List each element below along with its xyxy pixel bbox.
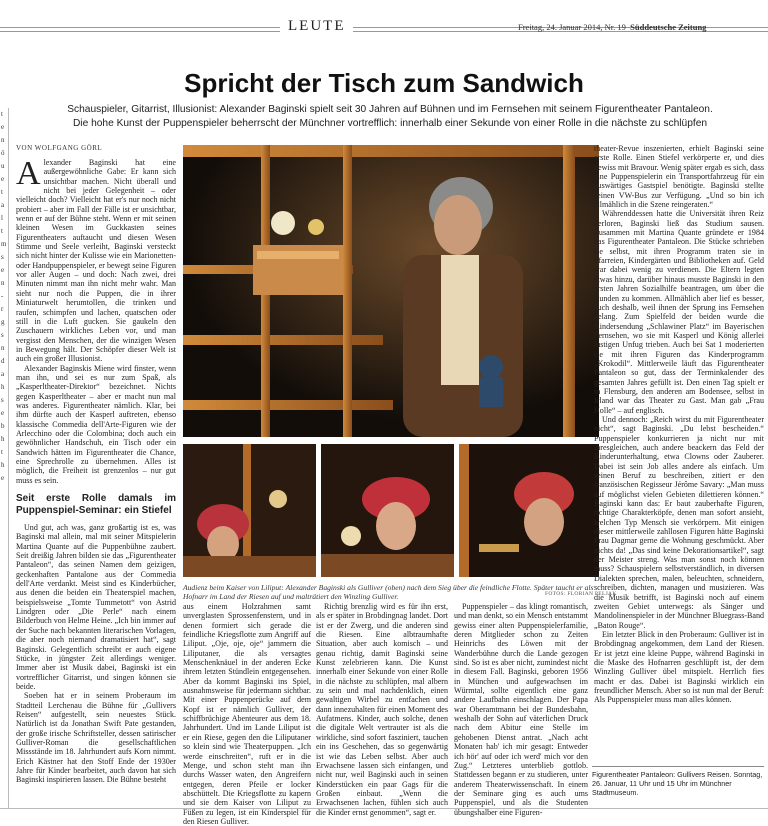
- dropcap: A: [16, 155, 41, 192]
- edge-letter: s: [1, 396, 4, 404]
- paragraph-text: lexander Baginski hat eine außergewöhnliche Gabe: Er kann sich unsichtbar machen. Nicht überall und nicht bei jeder Gelegenheit – oder vielleicht doch? Vielleicht hat er's nur noch nicht probiert – aber im Fall der Fälle ist er unsichtbar, wenn er auf der Bühne steht. Wenn er mit seinen kleinen Wesen im Guckkasten seines Figurentheaters auftaucht und diesen Wesen Stimme und Seele verleiht, Baginski versteckt sich nicht hinter der Kulisse wie ein Marionetten- oder Handpuppenspieler, er bewegt seine Figuren vor aller Augen – und doch: Nach zwei, drei Minuten nimmt man ihn nicht mehr wahr. Man sieht nur noch die Puppen, die in ihrer Miniaturwelt herumtollen, die trinken und raufen, schimpfen und lachen, quatschen oder still in die Luft gucken. Sie gaukeln den Zuschauern wirkliches Leben vor, und man vergisst den Menschen, der die winzigen Wesen in Bewegung hält. Der Schöpfer dieser Welt ist auch ein großer Illusionist.: [16, 158, 176, 364]
- main-photo: [183, 145, 599, 437]
- article-column-3: [316, 602, 448, 817]
- paragraph: theater-Revue inszenierten, erhielt Baginski seine erste Rolle. Einen Stiefel verkörperte er, und dies gewiss mit Bravour. Wenig später ergab es sich, dass eine Puppenspielerin ein Transportfahrzeug für ein auswärtiges Gastspiel benötigte. Baginski stellte seinen VW-Bus zur Verfügung. „Und so bin ich allmählich in die Szene reingeraten.“: [594, 144, 764, 210]
- paragraph: Richtig brenzlig wird es für ihn erst, als er später in Brobdingnag landet. Dort ist er der Zwerg, und die anderen sind die Riesen. Eine albtraumhafte Situation, aber auch komisch – und genau richtig, damit Baginski seine Kunst zelebrieren kann. Die Kunst innerhalb einer Sekunde von einer Rolle in die nächste zu schlüpfen, mal albern zu sein und mal nachdenklich, einen gewaltigen Wirbel zu entfachen und dann innezuhalten für einen Moment des Aufatmens. Kinder, auch solche, denen die digitale Welt vertrauter ist als die wirkliche, sind sofort fasziniert, tauchen ein ins Geschehen, das so gegenwärtig ist wie das Leben selbst. Aber auch Erwachsene lassen sich einfangen, und nicht nur, weil Baginski auch in seinen Kinderstücken ein paar Gags für die Großen einbaut. „Wenn die Erwachsenen lachen, fühlen sich auch die Kinder ernst genommen“, sagt er.: [316, 602, 448, 817]
- date-issue: Freitag, 24. Januar 2014, Nr. 19: [518, 22, 626, 32]
- edge-letter: g: [1, 318, 5, 326]
- photo-caption: Audienz beim Kaiser von Liliput: Alexander Baginski als Gulliver (oben) nach dem Sieg über die feindliche Flotte. Später taucht er als Hofnarr im Land der Riesen auf und malträtiert den Winzling Gulliver.: [183, 583, 594, 601]
- subtitle-line-1: Schauspieler, Gitarrist, Illusionist: Alexander Baginski spielt seit 30 Jahren auf Bühnen und im Fernsehen mit seinem Figurentheater Pantaleon.: [67, 104, 713, 115]
- photo-credit: FOTOS: FLORIAN PELJAK: [545, 591, 617, 597]
- photo-gulliver-stage: [183, 145, 599, 437]
- edge-letter: b: [1, 422, 5, 430]
- edge-letter: h: [1, 461, 5, 469]
- edge-letter: -: [1, 292, 4, 300]
- edge-letter: e: [1, 409, 5, 417]
- edge-letter: s: [1, 331, 4, 339]
- photo-hofnarr-1: [183, 444, 316, 577]
- section-label: LEUTE: [280, 18, 353, 35]
- edge-letter: t: [1, 188, 3, 196]
- paragraph: Alexander Baginskis Miene wird finster, wenn man ihn, und sei es nur zum Spaß, als „Kasperltheater-Direktor“ bezeichnet. Nichts gegen Kasperltheater – aber er macht nun mal was anderes. Figurentheater nämlich. Klar, bei ihm dürfte auch der Kasperl auftreten, ebenso klassische Commedia dell'Arte-Figuren wie der Arlecchino oder die Colombina; doch auch ein gewöhnlicher Handschuh, ein Tisch oder ein Sandwich hätten im Figurentheater die Chance, eine Sprechrolle zu übernehmen. Alles ist möglich, die Freiheit ist grenzenlos – nur gut muss es sein.: [16, 363, 176, 485]
- subhead: Seit erste Rolle damals im Puppenspiel-Seminar: ein Stiefel: [16, 493, 176, 517]
- edge-letter: h: [1, 383, 5, 391]
- author-byline: VON WOLFGANG GÖRL: [16, 144, 103, 152]
- paragraph: Und dennoch: „Reich wirst du mit Figurentheater nicht“, sagt Baginski. „Du lebst bescheiden.“ Puppenspieler konkurrieren ja nicht nur mit ihresgleichen, auch andere beackern das Feld der Kinderunterhaltung, etwa Clowns oder Zauberer. Dabei ist sein Job alles andere als einfach. Um seinen Beruf zu beschreiben, zitiert er den französischen Regisseur Jérôme Savary: „Man muss auf möglichst vielen Gebieten dilettieren können.“ Baginski kann das: Er baut zauberhafte Figuren, richtige Charakterköpfe, denen man sofort ansieht, welchen Typ Mensch sie verkörpern. Mit einigen dieser mittlerweile zahllosen Figuren hätte Baginski Frau Dagmar gerne die Wohnung geschmückt. Aber nichts da! „Das sind keine Dekorationsartikel“, sagt der Meister streng. Was man sonst noch können muss? Schauspielern selbstverständlich, in diversen Dialekten sprechen, malen, beleuchten, schneidern, schreiben, dichten, managen und musizieren. Was die Musik betrifft, ist Baginski noch auf einem zweiten Gebiet unterwegs: als Sänger und Mandolinenspieler in der Münchner Bluegrass-Band „Baton Rouge“.: [594, 414, 764, 630]
- edge-letter: e: [1, 175, 5, 183]
- edge-letter: t: [1, 227, 3, 235]
- edge-letter: e: [1, 266, 5, 274]
- paragraph: Ein letzter Blick in den Proberaum: Gulliver ist in Brobdingnag angekommen, dem Land der Riesen. Er ist jetzt eine kleine Puppe, während Baginski in die Maske des Hofnarren geschlüpft ist, der dem Winzling Gulliver übel mitspielt. Herrlich fies macht er das. Dabei ist Baginski wirklich ein freundlicher Mensch. Aber so ist nun mal der Beruf: Als Puppenspieler muss man alles können.: [594, 629, 764, 705]
- article-column-2: [183, 602, 311, 826]
- paragraph: Und gut, ach was, ganz großartig ist es, was Baginski mal allein, mal mit seiner Mitspielerin Martina Quante auf die Puppenbühne zaubert. Seit dreißig Jahren bilden sie das „Figurentheater Pantaleon“, das seinen Namen dem geizigen, geckenhaften Pantalone aus der Commedia dell'Arte verdankt. Meist sind es Kinderbücher, aus denen die beiden ein Theaterspiel machen, beispielsweise „Tomte Tummetott“ von Astrid Lindgren oder „Die Perle“ nach einem Bilderbuch von Helme Heine. „Ich bin immer auf der Suche nach bekannten literarischen Vorlagen, die aber noch niemand dramatisiert hat“, sagt Baginski. Gelegentlich schreibt er auch eigene Stücke, in jüngster Zeit allerdings weniger. Immer aber ist Musik dabei, Baginski ist ein vortrefflicher Gitarrist, und singen können sie beide.: [16, 523, 176, 691]
- article-column-5: [594, 144, 764, 762]
- edge-letter: n: [1, 279, 5, 287]
- edge-letter: m: [1, 240, 7, 248]
- edge-letter: t: [1, 448, 3, 456]
- edge-letter: t: [1, 110, 3, 118]
- edge-letter: r: [1, 305, 4, 313]
- headline: Spricht der Tisch zum Sandwich: [184, 68, 584, 98]
- paragraph: aus einem Holzrahmen samt unverglasten Sprossenfenstern, und in denen formiert sich gerade die feindliche Kriegsflotte zum Angriff auf Liliput. „Oje, oje, oje“ jammern die Liliputaner, die als versagtes Menschenknäuel in der anderen Ecke ihrem letzten Stündlein entgegensehen. Aber da kommt Baginski ins Spiel, ausnahmsweise für jedermann sichtbar. Mit einer Puppenperücke auf dem Kopf ist er nämlich Gulliver, der schiffbrüchige Abenteurer aus dem 18. Jahrhundert. Und im Lande Liliput ist er ein Riese, gegen den die Liliputaner so klein sind wie Theaterpuppen. „Ich werde einschreiten“, ruft er in die Menge, und schon steht man ihn durchs Wasser waten, den Angreifern entgegen, deren Pfeile er locker abschüttelt. Die Kriegsflotte zu kapern und sie dem Kaiser von Liliput zu Füßen zu legen, ist ein Kinderspiel für den Riesen Gulliver.: [183, 602, 311, 826]
- photo-small-3: [459, 444, 599, 577]
- edge-letter: a: [1, 201, 5, 209]
- subtitle: [40, 103, 740, 131]
- edge-letter: ö: [1, 149, 5, 157]
- edge-letter: d: [1, 357, 5, 365]
- photo-small-1: [183, 444, 316, 577]
- subtitle-line-2: Die hohe Kunst der Puppenspieler beherrscht der Münchner vortrefflich: innerhalb einer Sekunde von einer Rolle in die nächste zu schlüpfen: [72, 118, 708, 129]
- photo-small-2: [321, 444, 454, 577]
- paragraph: Soeben hat er in seinem Proberaum im Stadtteil Lerchenau die Bühne für „Gullivers Reisen“ aufgestellt, sein neuestes Stück. Natürlich ist da Jonathan Swift Pate gestanden, der große irische Schriftsteller, dessen satirischer Gulliver-Roman die gesellschaftlichen Missstände im 18. Jahrhundert aufs Korn nimmt. Erich Kästner hat den Stoff Ende der 1930er Jahre für Kinder bearbeitet, auch davon hat sich Baginski inspirieren lassen. Die Bühne besteht: [16, 691, 176, 785]
- newspaper-name: Süddeutsche Zeitung: [630, 22, 707, 32]
- edge-letter: l: [1, 214, 3, 222]
- edge-letter: e: [1, 474, 5, 482]
- edge-letter: u: [1, 162, 5, 170]
- event-info-box: Figurentheater Pantaleon: Gullivers Reisen. Sonntag, 26. Januar, 11 Uhr und 15 Uhr im Münchner Stadtmuseum.: [592, 766, 764, 797]
- edge-letter: s: [1, 253, 4, 261]
- paragraph: Puppenspieler – das klingt romantisch, und man denkt, so ein Mensch entstammt gewiss einer alten Puppenspielerfamilie, deren Mitglieder schon zu Zeiten Heinrichs des Löwen mit der Wanderbühne durch die Lande gezogen sind. So ist es aber nicht, zumindest nicht in diesem Fall. Baginski, geboren 1956 in München und aufgewachsen im Würmtal, sollte eigentlich eine ganz andere Laufbahn einschlagen. Der Papa war Oberamtmann bei der Bundesbahn, weshalb der Sohn auf väterlichen Druck nach dem Abitur eine Stelle im gehobenen Dienst antrat. „Nach acht Monaten hab' ich mir gesagt: Entweder ich hör' auf oder ich werd' mich vor den Zug.“ Letzteres unterblieb gottlob. Stattdessen begann er zu studieren, unter anderem Theaterwissenschaft. In einem der Seminare ging es auch ums Puppenspiel, und als die Studenten übungshalber eine Figuren-: [454, 602, 588, 817]
- edge-letter: e: [1, 123, 5, 131]
- edge-letter: h: [1, 435, 5, 443]
- edge-letter: a: [1, 370, 5, 378]
- paragraph: Währenddessen hatte die Universität ihren Reiz verloren, Baginski ließ das Studium sausen. Zusammen mit Martina Quante gründete er 1984 das Figurentheater Pantaleon. Die Stücke schrieben sie selbst, mit ihren Programm traten sie in Pfarreien, Kindergärten und Bibliotheken auf. Geld war dabei wenig zu verdienen. Die Eltern legten etwas hinzu, darüber hinaus musste Baginski in den ersten Jahren Sozialhilfe beantragen, um über die Runden zu kommen. Allmählich aber lief es besser, auch deshalb, weil ihnen der Sprung ins Fernsehen gelang. Zum Spielfeld der beiden wurde die Kindersendung „Schlawiner Platz“ im Bayerischen Fernsehen, wo sie mit Kasperl und König allerlei lustigen Unfug trieben. Auch bei Sat 1 moderierten sie mit ihren Figuren das Kinderprogramm „Krokodil“. Mittlerweile läuft das Figurentheater Pantaleon so gut, dass der Terminkalender des gesamten Jahres gefüllt ist. Den einen Tag spielt er in Flensburg, den anderen am Bodensee, selbst in Irland war das Theater zu Gast. Man gab „Frau Holle“ – auf englisch.: [594, 209, 764, 415]
- photo-hofnarr-2: [321, 444, 454, 577]
- dateline: [518, 22, 706, 32]
- edge-letter: n: [1, 136, 5, 144]
- photo-hofnarr-3: [459, 444, 599, 577]
- paragraph: [16, 155, 176, 364]
- article-column-1: [16, 155, 176, 808]
- edge-letter: n: [1, 344, 5, 352]
- article-column-4: [454, 602, 588, 817]
- adjacent-column-edge: [0, 108, 9, 808]
- bottom-rule: [0, 808, 768, 809]
